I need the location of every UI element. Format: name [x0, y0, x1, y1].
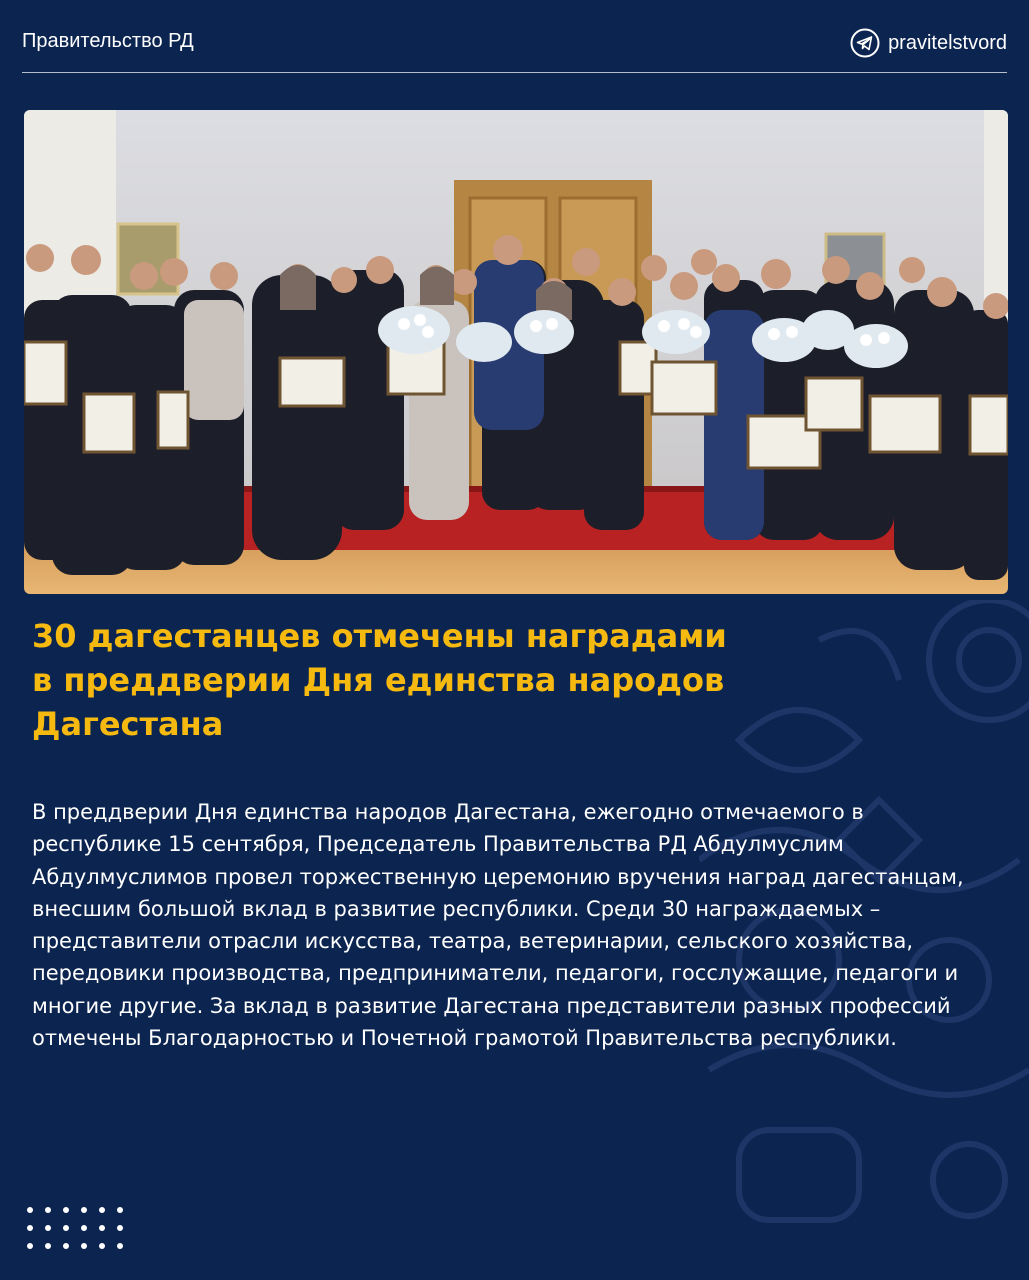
article-body: В преддверии Дня единства народов Дагестана, ежегодно отмечаемого в республике 15 сентября, Председатель Правительства РД Абдулмуслим Абдулмуслимов провел торжественную церемонию вручения наград дагестанцам, внесшим большой вклад в развитие республики. Среди 30 награждаемых – представители отрасли искусства, театра, ветеринарии, сельского хозяйства, передовики производства, предприниматели, педагоги, госслужащие, педагоги и многие другие. За вклад в развитие Дагестана представители разных профессий отмечены Благодарностью и Почетной грамотой Правительства республики. — [32, 800, 964, 1051]
headline-line-2: в преддверии Дня единства народов — [32, 661, 725, 699]
article-headline — [32, 614, 892, 746]
header-divider — [22, 72, 1007, 73]
headline-line-1: 30 дагестанцев отмечены наградами — [32, 617, 727, 655]
telegram-channel-link[interactable] — [850, 28, 1007, 58]
dots-decoration-icon — [26, 1206, 126, 1254]
telegram-handle: pravitelstvord — [888, 31, 1007, 54]
telegram-icon — [850, 28, 880, 58]
group-photo-image — [24, 110, 1008, 594]
group-photo — [24, 110, 1008, 594]
headline-line-3: Дагестана — [32, 705, 224, 743]
brand-title: Правительство РД — [22, 30, 194, 52]
